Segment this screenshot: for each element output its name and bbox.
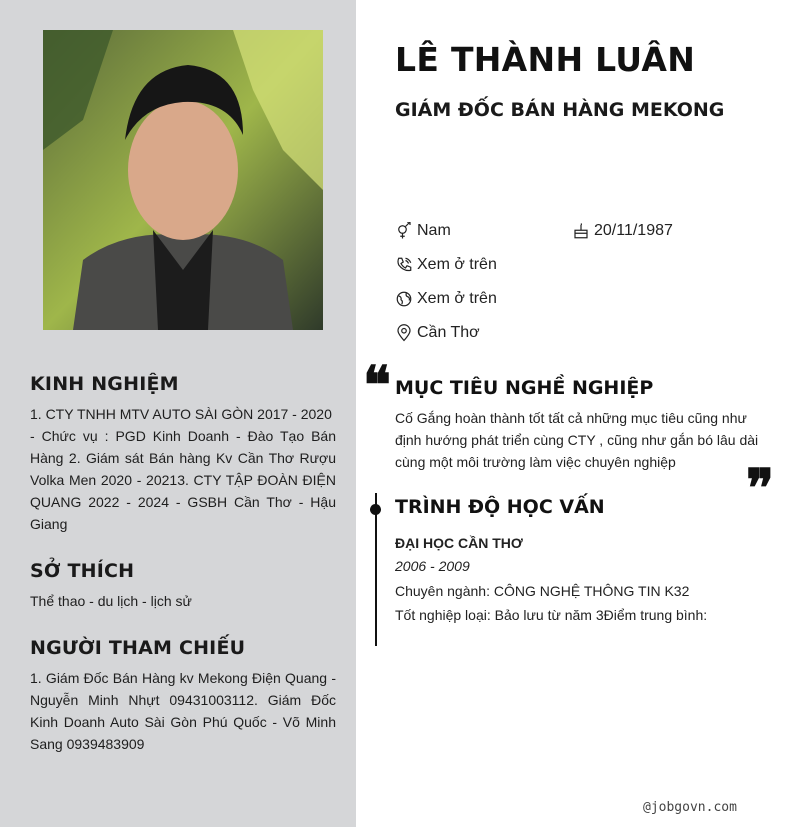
open-quote-icon: ❝ [363,355,391,416]
hobbies-heading: SỞ THÍCH [30,560,135,582]
education-school: ĐẠI HỌC CẦN THƠ [395,535,523,551]
education-period: 2006 - 2009 [395,558,470,574]
hobbies-text: Thể thao - du lịch - lịch sử [30,593,192,609]
education-graduation: Tốt nghiệp loại: Bảo lưu từ năm 3Điểm trung bình: [395,607,708,623]
gender-value: Nam [417,222,451,239]
profile-photo [43,30,323,330]
phone-icon [395,256,413,274]
objective-text: Cố Gắng hoàn thành tốt tất cả những mục tiêu cũng như định hướng phát triển cùng CTY , cũng như gắn bó lâu dài cùng một môi trường làm việc chuyên nghiệp [395,410,759,470]
location-info [395,324,480,342]
web-value: Xem ở trên [417,290,497,307]
references-text: 1. Giám Đốc Bán Hàng kv Mekong Điện Quang - Nguyễn Minh Nhựt 09431003112. Giám Đốc Kinh Doanh Auto Sài Gòn Phú Quốc - Võ Minh Sang 0939483909 [30,670,336,752]
phone-info [395,256,497,274]
timeline-dot [370,504,381,515]
main-content [356,0,790,827]
experience-text: 1. CTY TNHH MTV AUTO SÀI GÒN 2017 - 2020 - Chức vụ : PGD Kinh Doanh - Đào Tạo Bán Hàng 2. Giám sát Bán hàng Kv Cần Thơ Rượu Volka Men 2020 - 20213. CTY TẬP ĐOÀN ĐIỆN QUANG 2022 - 2024 - GSBH Cần Thơ - Hậu Giang [30,406,336,532]
references-section [30,637,336,755]
objective-heading: MỤC TIÊU NGHỀ NGHIỆP [395,377,654,399]
web-info [395,290,497,308]
candidate-title: GIÁM ĐỐC BÁN HÀNG MEKONG [395,99,725,121]
globe-icon [395,290,413,308]
gender-icon [395,222,413,240]
dob-value: 20/11/1987 [594,222,673,239]
close-quote-icon: ❞ [746,458,774,519]
sidebar [0,0,356,827]
education-heading: TRÌNH ĐỘ HỌC VẤN [395,496,605,518]
experience-section [30,373,336,535]
cake-icon [572,222,590,240]
experience-heading: KINH NGHIỆM [30,373,179,395]
timeline-line [375,493,377,646]
dob-info [572,222,673,240]
hobbies-section [30,560,336,612]
gender-info [395,222,451,240]
profile-photo-image [43,30,323,330]
education-major: Chuyên ngành: CÔNG NGHỆ THÔNG TIN K32 [395,583,690,599]
watermark: @jobgovn.com [643,800,737,815]
map-pin-icon [395,324,413,342]
candidate-name: LÊ THÀNH LUÂN [395,40,696,79]
phone-value: Xem ở trên [417,256,497,273]
location-value: Cần Thơ [417,324,480,341]
references-heading: NGƯỜI THAM CHIẾU [30,637,246,659]
